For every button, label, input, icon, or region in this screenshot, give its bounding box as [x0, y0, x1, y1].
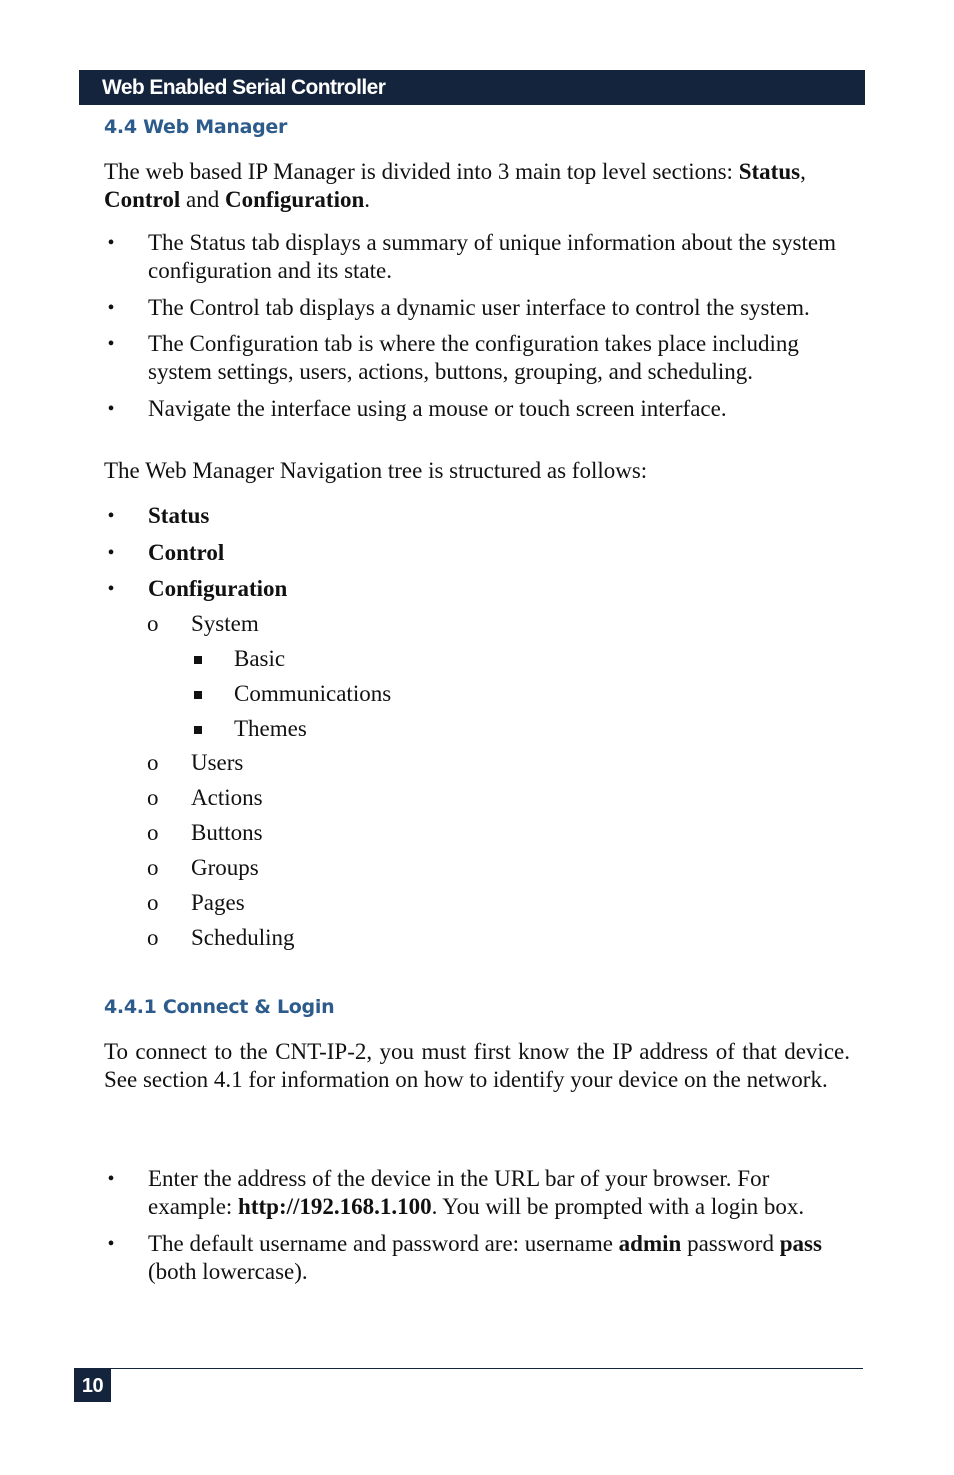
tree-item-label: Configuration — [148, 576, 288, 601]
intro-text-1: The web based IP Manager is divided into 3 main top level sections: — [104, 159, 739, 184]
tree-item-label: Basic — [234, 646, 286, 671]
tree-item-label: Users — [191, 750, 244, 775]
tree-item-label: Buttons — [191, 820, 263, 845]
bullet-marker: • — [107, 578, 115, 600]
circle-marker: o — [147, 785, 159, 810]
running-header — [79, 70, 865, 105]
intro-text-2: , — [800, 159, 806, 184]
circle-marker: o — [147, 925, 159, 950]
tree-item-groups — [147, 854, 259, 882]
intro-text-3: and — [180, 187, 225, 212]
list-item — [104, 395, 850, 423]
page-number: 10 — [74, 1368, 111, 1402]
bullet-marker: • — [107, 232, 115, 254]
list-item — [104, 330, 850, 386]
tree-item-label: Actions — [191, 785, 263, 810]
credentials-tail: (both lowercase). — [148, 1259, 308, 1284]
bullet-marker: • — [107, 1233, 115, 1255]
tree-item-communications — [190, 680, 391, 708]
tree-item-label: Pages — [191, 890, 245, 915]
tree-item-scheduling — [147, 924, 295, 952]
credentials-intro: The default username and password are: username — [148, 1231, 619, 1256]
tree-item-label: Status — [148, 503, 210, 528]
bullet-marker: • — [107, 505, 115, 527]
bullet-marker: • — [107, 542, 115, 564]
intro-control: Control — [104, 187, 181, 212]
tree-item-buttons — [147, 819, 263, 847]
list-item-text — [148, 1165, 850, 1221]
list-item-text: The Control tab displays a dynamic user interface to control the system. — [148, 295, 810, 320]
bullet-marker: • — [107, 297, 115, 319]
circle-marker: o — [147, 750, 159, 775]
tree-item-label: Themes — [234, 716, 307, 741]
bullet-marker: • — [107, 333, 115, 355]
connect-paragraph: To connect to the CNT-IP-2, you must first know the IP address of that device. See section 4.1 for information on how to identify your device on the network. — [104, 1039, 850, 1092]
intro-configuration: Configuration — [224, 187, 365, 212]
list-item-text: The Status tab displays a summary of unique information about the system configuration and its state. — [148, 230, 836, 283]
circle-marker: o — [147, 611, 159, 636]
intro-paragraph — [104, 158, 850, 214]
intro-text-4: . — [364, 187, 371, 212]
tree-item-label: Scheduling — [191, 925, 295, 950]
tree-item-users — [147, 749, 243, 777]
tree-item-label: Control — [148, 540, 225, 565]
list-item — [104, 1165, 850, 1221]
tree-item-basic — [190, 645, 285, 673]
bullet-marker: • — [107, 398, 115, 420]
square-marker — [194, 726, 202, 734]
tree-item-system — [147, 610, 259, 638]
intro-status: Status — [738, 159, 801, 184]
tree-item-actions — [147, 784, 263, 812]
default-password: pass — [779, 1231, 822, 1256]
url-trailing-text: . You will be prompted with a login box. — [431, 1194, 805, 1219]
default-username: admin — [618, 1231, 682, 1256]
tree-item-themes — [190, 715, 307, 743]
list-item — [104, 1230, 850, 1286]
example-url: http://192.168.1.100 — [238, 1194, 432, 1219]
list-item-text — [148, 1230, 850, 1286]
tree-item-pages — [147, 889, 245, 917]
circle-marker: o — [147, 820, 159, 845]
tree-item-label: Groups — [191, 855, 259, 880]
footer-rule — [110, 1368, 863, 1369]
bullet-marker: • — [107, 1168, 115, 1190]
url-intro-text: Enter the address of the device in the URL bar of your browser. For example: — [148, 1166, 770, 1219]
section-heading: 4.4 Web Manager — [104, 116, 288, 138]
tree-intro: The Web Manager Navigation tree is structured as follows: — [104, 458, 648, 483]
list-item-text: Navigate the interface using a mouse or touch screen interface. — [148, 396, 727, 421]
circle-marker: o — [147, 890, 159, 915]
square-marker — [194, 691, 202, 699]
list-item-text: The Configuration tab is where the configuration takes place including system settings, users, actions, buttons, grouping, and scheduling. — [148, 331, 799, 384]
credentials-mid: password — [681, 1231, 780, 1256]
circle-marker: o — [147, 855, 159, 880]
square-marker — [194, 656, 202, 664]
subsection-heading: 4.4.1 Connect & Login — [104, 996, 335, 1018]
tree-item-label: Communications — [234, 681, 392, 706]
tree-item-control — [104, 539, 850, 567]
tree-item-configuration — [104, 575, 850, 603]
list-item — [104, 229, 850, 285]
running-header-title: Web Enabled Serial Controller — [102, 76, 386, 99]
tree-item-label: System — [191, 611, 259, 636]
tree-item-status — [104, 502, 850, 530]
list-item — [104, 294, 850, 322]
